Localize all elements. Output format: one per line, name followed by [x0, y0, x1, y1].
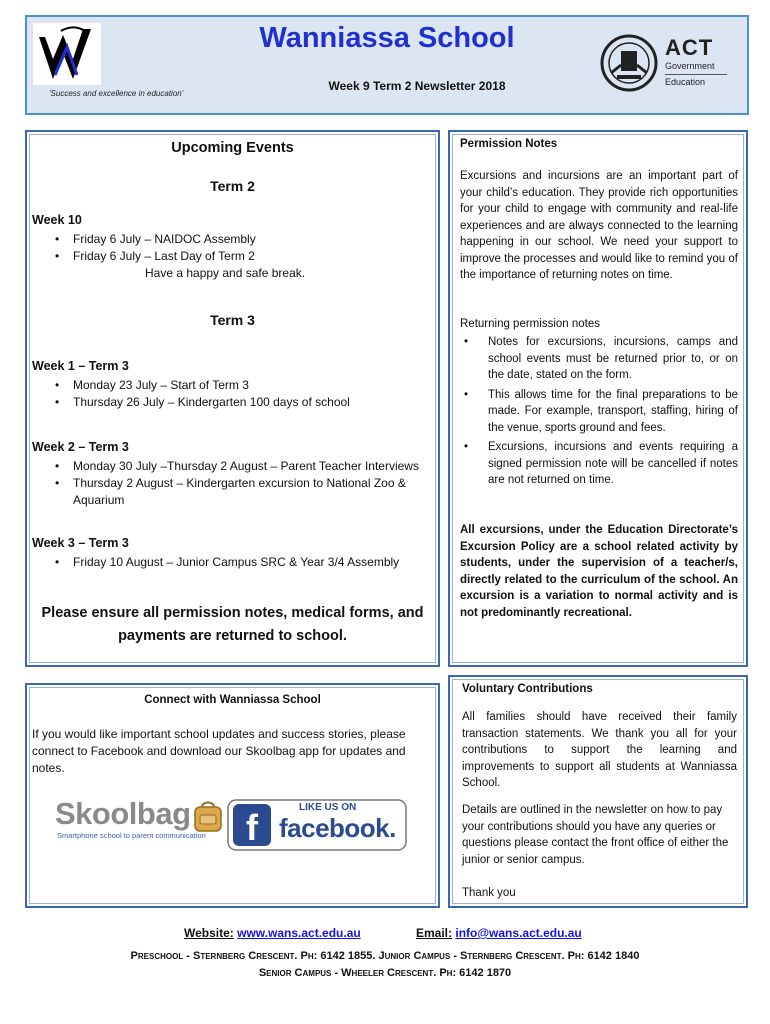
act-logo-education: Education: [665, 77, 706, 87]
week10-label: Week 10: [32, 213, 82, 227]
list-item: • Friday 6 July – NAIDOC Assembly: [27, 231, 427, 248]
act-government-logo: [597, 33, 737, 93]
permission-intro: Excursions and incursions are an important part of your child’s education. They provide rich opportunities for your child to engage with community and real-life experiences and are always connected to the learning happening in our school. We need your support to improve the processes and would like to remind you of the importance of returning notes on time.: [460, 170, 738, 281]
returning-list: [460, 334, 738, 489]
email-label: Email:: [416, 926, 453, 940]
excursion-policy: All excursions, under the Education Directorate’s Excursion Policy are a school related activity by students, under the supervision of a teacher/s, directly related to the curriculum of the school. An excursion is a variation to normal activity and is not predominantly recreational.: [460, 524, 738, 619]
facebook-like-button[interactable]: [227, 799, 407, 851]
week2-list: [27, 458, 427, 509]
act-logo-title: ACT: [665, 35, 714, 60]
act-logo-government: Government: [665, 61, 715, 71]
schoolbag-icon: [191, 799, 225, 833]
reminder-text: Please ensure all permission notes, medical forms, and payments are returned to school.: [41, 605, 424, 644]
email-link[interactable]: info@wans.act.edu.au: [455, 926, 582, 940]
website-link[interactable]: www.wans.act.edu.au: [237, 926, 361, 940]
week1-label: Week 1 – Term 3: [32, 359, 129, 373]
skoolbag-logo[interactable]: [55, 797, 227, 852]
connect-heading: Connect with Wanniassa School: [144, 694, 321, 706]
list-item: • Monday 23 July – Start of Term 3: [27, 377, 427, 394]
newsletter-subtitle: Week 9 Term 2 Newsletter 2018: [328, 79, 506, 93]
contributions-thanks: Thank you: [462, 887, 516, 899]
week2-label: Week 2 – Term 3: [32, 440, 129, 454]
address-line-2: Senior Campus - Wheeler Crescent. Ph: 6142 1870: [258, 967, 512, 979]
week10-list: [27, 231, 427, 265]
skoolbag-tagline: Smartphone school to parent communication: [57, 831, 206, 840]
week10-note: Have a happy and safe break.: [145, 266, 306, 280]
list-item: • Excursions, incursions and events requiring a signed permission note will be cancelled if notes are not returned on time.: [460, 439, 738, 489]
list-item: • Friday 6 July – Last Day of Term 2: [27, 248, 427, 265]
contributions-p2: Details are outlined in the newsletter on how to pay your contributions should you have any queries or questions please contact the front office of either the junior or senior campus.: [462, 804, 729, 866]
skoolbag-name: Skoolbag: [55, 796, 191, 831]
website-label: Website:: [184, 926, 234, 940]
list-item: • Thursday 2 August – Kindergarten excursion to National Zoo & Aquarium: [27, 475, 427, 509]
list-item: • This allows time for the final preparations to be made. For example, transport, staffing, hiring of the venue, sports ground and fees.: [460, 387, 738, 437]
week3-label: Week 3 – Term 3: [32, 536, 129, 550]
page-title: Wanniassa School: [259, 22, 515, 54]
website-line: [184, 926, 361, 940]
address-line-1: Preschool - Sternberg Crescent. Ph: 6142 1855. Junior Campus - Sternberg Crescent. Ph: 6142 1840: [130, 950, 640, 962]
events-heading: Upcoming Events: [171, 140, 294, 156]
school-motto: 'Success and excellence in education': [49, 89, 184, 98]
act-crest-icon: [597, 33, 661, 93]
connect-panel: [25, 683, 440, 908]
term3-heading: Term 3: [210, 312, 255, 328]
newsletter-header: [25, 15, 749, 115]
week1-list: [27, 377, 427, 411]
upcoming-events-panel: [25, 130, 440, 667]
permission-notes-panel: [448, 130, 748, 667]
contributions-panel: [448, 675, 748, 908]
list-item: • Thursday 26 July – Kindergarten 100 days of school: [27, 394, 427, 411]
contributions-heading: Voluntary Contributions: [462, 683, 593, 695]
svg-text:f: f: [246, 807, 258, 848]
connect-body: If you would like important school updates and success stories, please connect to Facebook and download our Skoolbag app for updates and notes.: [32, 727, 406, 775]
week3-list: [27, 554, 427, 571]
permission-heading: Permission Notes: [460, 138, 558, 150]
facebook-name: facebook.: [279, 813, 396, 843]
list-item: • Monday 30 July –Thursday 2 August – Parent Teacher Interviews: [27, 458, 427, 475]
list-item: • Friday 10 August – Junior Campus SRC & Year 3/4 Assembly: [27, 554, 427, 571]
contributions-p1: All families should have received their family transaction statements. We thank you all for your contributions to support the learning and improvements to support all students at Wanniassa School.: [462, 711, 737, 789]
email-line: [416, 926, 582, 940]
list-item: • Notes for excursions, incursions, camps and school events must be returned prior to, or on the date, stated on the form.: [460, 334, 738, 384]
term2-heading: Term 2: [210, 178, 255, 194]
returning-heading: Returning permission notes: [460, 318, 600, 330]
facebook-like-text: LIKE US ON: [299, 802, 357, 813]
